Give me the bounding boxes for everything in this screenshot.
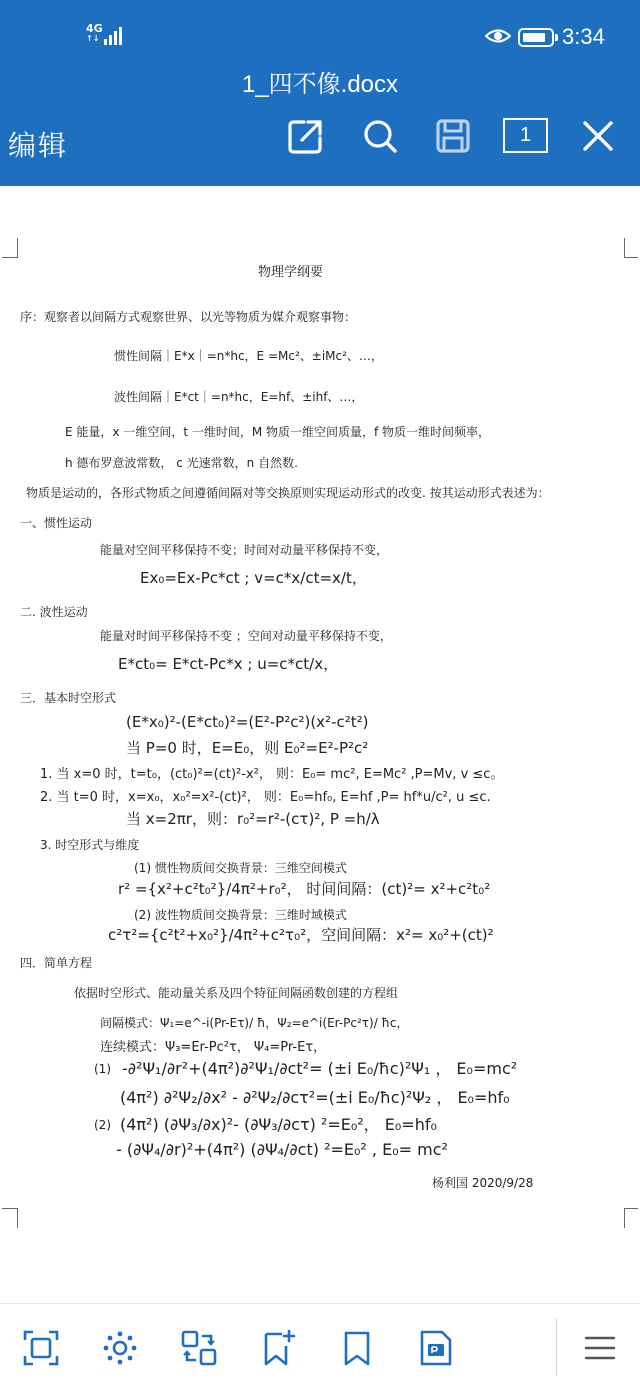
section-2-title: 二. 波性运动: [20, 605, 88, 619]
section-3-equation-1: (E*x₀)²-(E*ct₀)²=(E²-P²c²)(x²-c²t²): [126, 713, 369, 731]
section-1-text: 能量对空间平移保持不变；时间对动量平移保持不变，: [100, 543, 389, 557]
section-3-sub-3: 3. 时空形式与维度: [40, 838, 140, 852]
crop-mark: [2, 1208, 18, 1228]
document-page: [0, 186, 640, 1271]
preface-text: 序：观察者以间隔方式观察世界、以光等物质为媒介观察事物：: [20, 310, 357, 324]
crop-icon[interactable]: [21, 1328, 61, 1368]
crop-mark: [624, 238, 638, 258]
document-title: 1_四不像.docx: [241, 71, 399, 98]
share-icon[interactable]: [284, 114, 328, 158]
pdf-icon[interactable]: [416, 1328, 456, 1368]
toolbar-divider: [556, 1318, 557, 1376]
inertia-interval-text: 惯性间隔｜E*x｜=n*hc，E =Mc²、±iMc²、…，: [114, 349, 383, 363]
page-indicator[interactable]: 1: [503, 118, 548, 153]
edit-button[interactable]: 编辑: [8, 129, 69, 162]
save-icon[interactable]: [431, 114, 475, 158]
document-heading: 物理学纲要: [258, 265, 324, 280]
status-time: 3:34: [562, 24, 605, 49]
section-3-sub-3b: (2) 波性物质间交换背景：三维时域模式: [134, 908, 347, 922]
crop-mark: [2, 238, 18, 258]
definitions-line-2: h 德布罗意波常数， c 光速常数，n 自然数.: [65, 456, 298, 470]
menu-icon[interactable]: [580, 1328, 620, 1368]
signal-icon: [104, 27, 122, 45]
section-4-interval-mode: 间隔模式：Ψ₁=e^-i(Pr-Eτ)/ ħ，Ψ₂=e^i(Er-Pc²τ)/ ħc，: [100, 1016, 409, 1030]
status-bar: [0, 0, 640, 70]
convert-icon[interactable]: [179, 1328, 219, 1368]
section-1-title: 一、惯性运动: [20, 516, 93, 530]
section-4-equation-3: (4π²) (∂Ψ₃/∂x)²- (∂Ψ₃/∂cτ) ²=E₀²， E₀=hf₀: [120, 1115, 437, 1134]
close-icon[interactable]: [576, 114, 620, 158]
section-4-equation-1: -∂²Ψ₁/∂r²+(4π²)∂²Ψ₁/∂ct²= (±i E₀/ħc)²Ψ₁ ， E₀=mc²: [122, 1059, 518, 1078]
section-2-equation: E*ct₀= E*ct-Pc*x ; u=c*ct/x，: [118, 655, 339, 673]
bookmark-icon[interactable]: [337, 1328, 377, 1368]
eye-comfort-icon: [485, 27, 511, 45]
section-4-title: 四．简单方程: [20, 956, 93, 970]
signature: 杨利国 2020/9/28: [432, 1176, 534, 1190]
equation-label-1: (1): [94, 1062, 111, 1076]
section-4-equation-4: - (∂Ψ₄/∂r)²+(4π²) (∂Ψ₄/∂ct) ²=E₀² , E₀= mc²: [116, 1140, 448, 1159]
crop-mark: [624, 1208, 638, 1228]
network-activity: ↑↓: [86, 34, 100, 43]
section-4-text: 依据时空形式、能动量关系及四个特征间隔函数创建的方程组: [74, 986, 399, 1000]
section-3-equation-2: 当 P=0 时，E=E₀，则 E₀²=E²-P²c²: [126, 739, 369, 757]
section-3-sub-3a: (1) 惯性物质间交换背景：三维空间模式: [134, 861, 347, 875]
section-3-item-2b: 当 x=2πr，则：r₀²=r²-(cτ)², P =h/λ: [126, 810, 380, 828]
section-4-equation-2: (4π²) ∂²Ψ₂/∂x² - ∂²Ψ₂/∂cτ²=(±i E₀/ħc)²Ψ₂ ， E₀=hf₀: [120, 1088, 510, 1107]
section-1-equation: Ex₀=Ex-Pc*ct ; v=c*x/ct=x/t，: [140, 569, 367, 587]
definitions-line-1: E 能量，x 一维空间，t 一维时间，M 物质一维空间质量，f 物质一维时间频率，: [65, 425, 491, 439]
section-3-equation-3a: r² ={x²+c²t₀²}/4π²+r₀²， 时间间隔：(ct)²= x²+c²t₀²: [118, 880, 491, 898]
section-4-continuous-mode: 连续模式：Ψ₃=Er-Pc²τ， Ψ₄=Pr-Eτ，: [100, 1040, 327, 1055]
section-3-item-2: 2. 当 t=0 时，x=x₀，x₀²=x²-(ct)²， 则：E₀=hf₀, E=hf ,P= hf*u/c², u ≤c.: [40, 790, 491, 805]
bottom-toolbar: [0, 1303, 640, 1387]
bookmark-add-icon[interactable]: [258, 1328, 298, 1368]
statement-text: 物质是运动的，各形式物质之间遵循间隔对等交换原则实现运动形式的改变. 按其运动形式表述为：: [26, 486, 550, 500]
network-indicator: [86, 24, 103, 44]
search-icon[interactable]: [358, 114, 402, 158]
app-bar: [0, 0, 640, 186]
battery-icon: [518, 28, 554, 47]
section-3-equation-3b: c²τ²={c²t²+x₀²}/4π²+c²τ₀²，空间间隔：x²= x₀²+(ct)²: [108, 926, 494, 944]
section-3-title: 三．基本时空形式: [20, 691, 117, 705]
wave-interval-text: 波性间隔｜E*ct｜=n*hc，E=hf、±ihf、…，: [114, 390, 364, 404]
section-3-item-1: 1. 当 x=0 时，t=t₀，(ct₀)²=(ct)²-x²， 则：E₀= mc², E=Mc² ,P=Mv, v ≤c。: [40, 767, 504, 782]
network-type: 4G: [86, 22, 103, 35]
brightness-icon[interactable]: [100, 1328, 140, 1368]
equation-label-2: (2): [94, 1118, 111, 1132]
section-2-text: 能量对时间平移保持不变 ；空间对动量平移保持不变，: [100, 629, 392, 643]
